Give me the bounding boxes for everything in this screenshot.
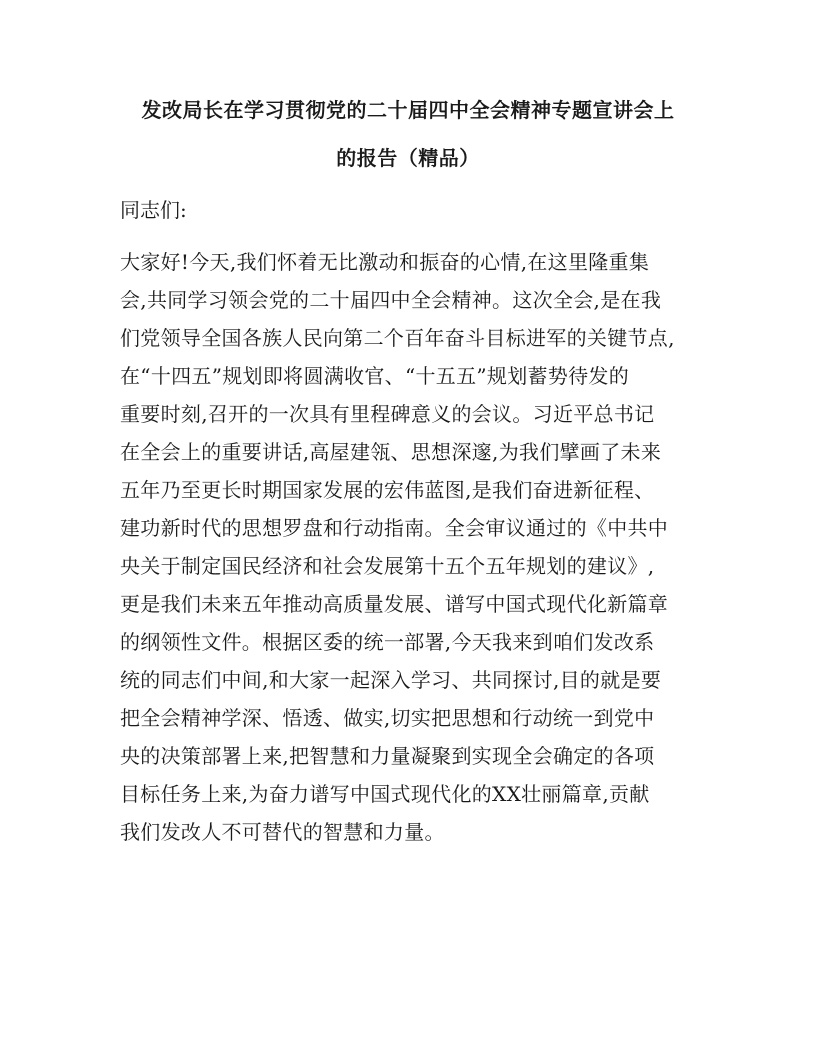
document-title-line-2: 的报告（精品） <box>336 146 480 170</box>
document-title-line-1: 发改局长在学习贯彻党的二十届四中全会精神专题宣讲会上 <box>141 98 675 122</box>
paragraph-line: 目标任务上来,为奋力谱写中国式现代化的XX壮丽篇章,贡献 <box>120 782 650 806</box>
paragraph-line: 在“十四五”规划即将圆满收官、“十五五”规划蓄势待发的 <box>120 364 629 388</box>
paragraph-line: 的纲领性文件。根据区委的统一部署,今天我来到咱们发改系 <box>120 630 655 654</box>
paragraph-line: 央的决策部署上来,把智慧和力量凝聚到实现全会确定的各项 <box>120 744 655 768</box>
salutation: 同志们: <box>120 198 187 222</box>
paragraph-line: 会,共同学习领会党的二十届四中全会精神。这次全会,是在我 <box>120 288 662 312</box>
paragraph-line: 五年乃至更长时期国家发展的宏伟蓝图,是我们奋进新征程、 <box>120 478 655 502</box>
paragraph-line: 央关于制定国民经济和社会发展第十五个五年规划的建议》, <box>120 554 655 578</box>
paragraph-line: 在全会上的重要讲话,高屋建瓴、思想深邃,为我们擘画了未来 <box>120 440 662 464</box>
paragraph-line: 建功新时代的思想罗盘和行动指南。全会审议通过的《中共中 <box>120 516 669 540</box>
paragraph-line: 把全会精神学深、悟透、做实,切实把思想和行动统一到党中 <box>120 706 655 730</box>
paragraph-line: 更是我们未来五年推动高质量发展、谱写中国式现代化新篇章 <box>120 592 669 616</box>
paragraph-line: 大家好!今天,我们怀着无比激动和振奋的心情,在这里隆重集 <box>120 250 650 274</box>
paragraph-line: 们党领导全国各族人民向第二个百年奋斗目标进军的关键节点, <box>120 326 675 350</box>
paragraph-line: 我们发改人不可替代的智慧和力量。 <box>120 820 445 844</box>
paragraph-line: 统的同志们中间,和大家一起深入学习、共同探讨,目的就是要 <box>120 668 662 692</box>
paragraph-line: 重要时刻,召开的一次具有里程碑意义的会议。习近平总书记 <box>120 402 655 426</box>
